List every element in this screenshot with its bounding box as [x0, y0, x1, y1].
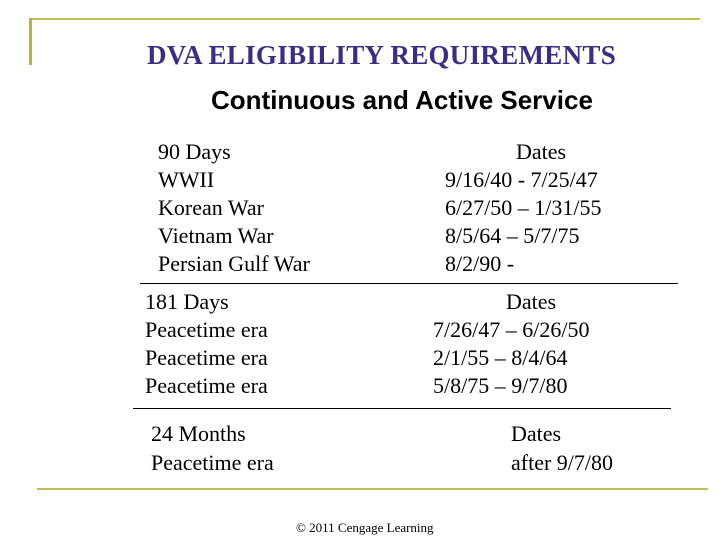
- left-decorative-bar: [29, 18, 32, 65]
- row-dates: after 9/7/80: [511, 450, 614, 475]
- row-dates: 9/16/40 - 7/25/47: [445, 167, 598, 192]
- row-label: Peacetime era: [145, 373, 268, 398]
- section-right-header: Dates: [511, 421, 562, 446]
- section-divider: [133, 408, 671, 409]
- section-left-header: 24 Months: [151, 421, 246, 446]
- row-label: Peacetime era: [151, 450, 274, 475]
- row-label: Peacetime era: [145, 317, 268, 342]
- row-dates: 8/2/90 -: [445, 251, 515, 276]
- section-divider: [140, 283, 678, 284]
- section-left-header: 90 Days: [158, 139, 231, 164]
- copyright-footer: © 2011 Cengage Learning: [296, 520, 434, 535]
- row-label: WWII: [158, 167, 215, 192]
- top-decorative-rule: [29, 18, 700, 20]
- row-label: Vietnam War: [158, 223, 274, 248]
- page-title: DVA ELIGIBILITY REQUIREMENTS: [147, 40, 617, 70]
- section-left-header: 181 Days: [145, 289, 229, 314]
- row-label: Persian Gulf War: [158, 251, 310, 276]
- section-right-header: Dates: [506, 289, 557, 314]
- row-label: Peacetime era: [145, 345, 268, 370]
- row-label: Korean War: [158, 195, 264, 220]
- row-dates: 2/1/55 – 8/4/64: [433, 345, 568, 370]
- bottom-decorative-rule: [37, 488, 708, 490]
- row-dates: 7/26/47 – 6/26/50: [433, 317, 590, 342]
- section-right-header: Dates: [516, 139, 567, 164]
- row-dates: 8/5/64 – 5/7/75: [445, 223, 580, 248]
- row-dates: 5/8/75 – 9/7/80: [433, 373, 568, 398]
- row-dates: 6/27/50 – 1/31/55: [445, 195, 602, 220]
- page-subtitle: Continuous and Active Service: [211, 85, 593, 115]
